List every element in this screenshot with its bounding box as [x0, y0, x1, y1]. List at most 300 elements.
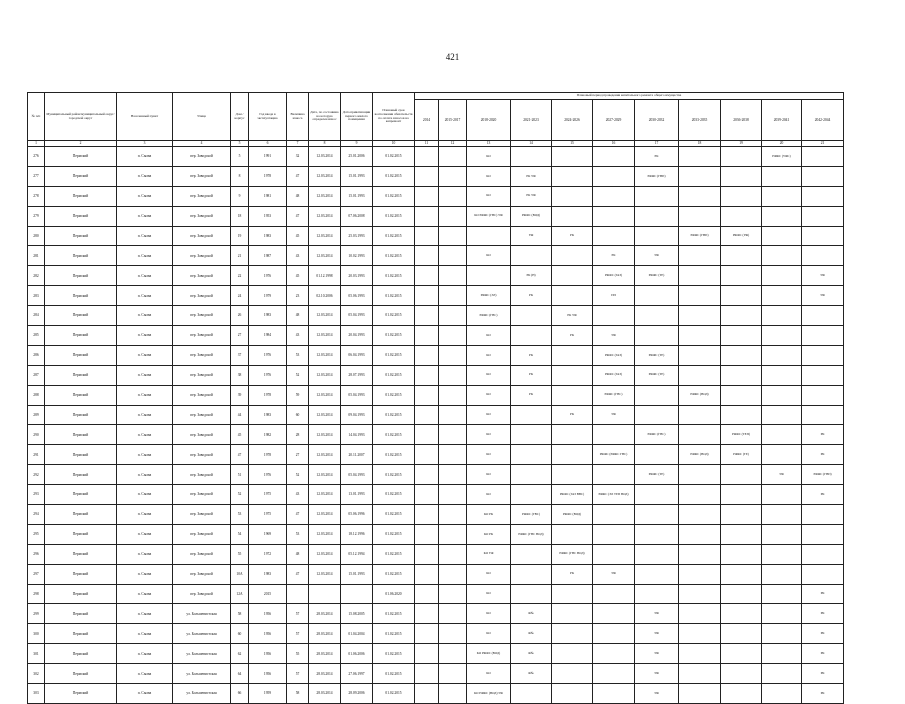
plan-cell	[415, 326, 439, 346]
period-header: 2036-2038	[721, 100, 762, 141]
row-number: 303	[28, 684, 45, 704]
row-number: 297	[28, 564, 45, 584]
plan-cell	[762, 564, 802, 584]
plan-cell	[762, 664, 802, 684]
street-cell: пер. Заводской	[173, 206, 231, 226]
row-number: 292	[28, 465, 45, 485]
plan-cell	[415, 166, 439, 186]
column-number: 21	[802, 141, 844, 147]
settlement-cell: п. Сылва	[117, 206, 173, 226]
row-number: 283	[28, 286, 45, 306]
row-number: 286	[28, 345, 45, 365]
settlement-cell: п. Сылва	[117, 326, 173, 346]
plan-cell: РК	[511, 345, 552, 365]
year-cell: 1956	[249, 624, 287, 644]
house-cell: 44	[231, 405, 249, 425]
plan-cell: УФ	[762, 465, 802, 485]
plan-cell	[762, 246, 802, 266]
plan-cell	[802, 226, 844, 246]
plan-cell	[762, 544, 802, 564]
house-cell: 10А	[231, 564, 249, 584]
plan-cell	[721, 684, 762, 704]
plan-cell	[679, 345, 721, 365]
settlement-cell: п. Сылва	[117, 644, 173, 664]
row-number: 290	[28, 425, 45, 445]
district-cell: Пермский	[45, 604, 117, 624]
table-row	[28, 266, 844, 286]
deadline-cell: 01.02.2015	[373, 365, 415, 385]
plan-cell	[415, 345, 439, 365]
plan-cell: РК УФ	[511, 166, 552, 186]
plan-cell	[762, 485, 802, 505]
plan-cell	[762, 186, 802, 206]
table-row	[28, 186, 844, 206]
street-cell: пер. Заводской	[173, 147, 231, 167]
plan-cell: РФФС (ВОД)	[511, 206, 552, 226]
street-cell: ул. Большевистская	[173, 644, 231, 664]
plan-cell	[635, 226, 679, 246]
table-row	[28, 345, 844, 365]
table-row	[28, 664, 844, 684]
row-number: 285	[28, 326, 45, 346]
privatization-cell: 18.12.1996	[341, 524, 373, 544]
wear-cell: 58	[287, 684, 309, 704]
street-cell: пер. Заводской	[173, 246, 231, 266]
table-row	[28, 544, 844, 564]
plan-cell: РФФС (ВОД)	[679, 385, 721, 405]
house-cell: 39	[231, 385, 249, 405]
plan-cell	[721, 147, 762, 167]
plan-cell	[439, 564, 467, 584]
plan-cell	[439, 246, 467, 266]
plan-cell: КО	[467, 345, 511, 365]
wear-date-cell: 02.10.2006	[309, 286, 341, 306]
col-street-header: Улица	[173, 93, 231, 141]
house-cell: 60	[231, 624, 249, 644]
wear-cell: 47	[287, 166, 309, 186]
plan-cell: РФФС (ГВП)	[635, 166, 679, 186]
wear-cell: 52	[287, 365, 309, 385]
plan-cell	[721, 485, 762, 505]
plan-cell: РК (Н)	[511, 266, 552, 286]
plan-cell	[415, 246, 439, 266]
privatization-cell: 10.02.1993	[341, 246, 373, 266]
col-num-header: № п/п	[28, 93, 45, 141]
plan-cell: РФФС (ВОД)	[679, 445, 721, 465]
plan-cell	[593, 544, 635, 564]
house-cell: 38	[231, 365, 249, 385]
plan-cell	[593, 147, 635, 167]
row-number: 298	[28, 584, 45, 604]
plan-cell	[552, 624, 593, 644]
plan-cell	[679, 166, 721, 186]
plan-cell	[415, 365, 439, 385]
year-cell: 1983	[249, 306, 287, 326]
deadline-cell: 01.02.2015	[373, 505, 415, 525]
plan-cell	[721, 166, 762, 186]
row-number: 277	[28, 166, 45, 186]
privatization-cell: 07.06.2008	[341, 206, 373, 226]
plan-cell	[762, 505, 802, 525]
plan-cell	[679, 286, 721, 306]
plan-cell	[593, 306, 635, 326]
deadline-cell: 01.02.2015	[373, 564, 415, 584]
plan-cell: РФФС (УФС)	[762, 147, 802, 167]
wear-cell: 47	[287, 505, 309, 525]
plan-cell	[762, 385, 802, 405]
deadline-cell: 01.02.2015	[373, 664, 415, 684]
year-cell: 1976	[249, 266, 287, 286]
house-cell: 37	[231, 345, 249, 365]
row-number: 300	[28, 624, 45, 644]
street-cell: пер. Заводской	[173, 564, 231, 584]
house-cell: 66	[231, 684, 249, 704]
plan-cell: РФФС (ГВП)	[802, 465, 844, 485]
table-row	[28, 624, 844, 644]
privatization-cell: 05.04.1993	[341, 385, 373, 405]
table-row	[28, 524, 844, 544]
year-cell: 1956	[249, 644, 287, 664]
plan-cell	[721, 266, 762, 286]
plan-cell: РК	[552, 226, 593, 246]
house-cell: 64	[231, 664, 249, 684]
house-cell: 5	[231, 147, 249, 167]
plan-cell: КО	[467, 147, 511, 167]
plan-cell	[552, 445, 593, 465]
street-cell: пер. Заводской	[173, 365, 231, 385]
plan-cell	[762, 206, 802, 226]
plan-cell	[415, 147, 439, 167]
year-cell: 1972	[249, 544, 287, 564]
district-cell: Пермский	[45, 286, 117, 306]
plan-cell	[511, 147, 552, 167]
plan-cell	[552, 604, 593, 624]
privatization-cell: 20.11.2007	[341, 445, 373, 465]
plan-cell	[721, 664, 762, 684]
privatization-cell: 06.04.1993	[341, 345, 373, 365]
plan-cell	[439, 405, 467, 425]
plan-cell	[802, 385, 844, 405]
plan-cell	[593, 166, 635, 186]
plan-cell	[415, 664, 439, 684]
plan-cell	[762, 684, 802, 704]
wear-cell: 27	[287, 445, 309, 465]
wear-cell: 28	[287, 425, 309, 445]
plan-cell	[415, 385, 439, 405]
column-number: 20	[762, 141, 802, 147]
column-number: 9	[341, 141, 373, 147]
year-cell: 1969	[249, 524, 287, 544]
plan-cell	[511, 564, 552, 584]
house-cell: 51	[231, 465, 249, 485]
wear-date-cell: 28.03.2014	[309, 644, 341, 664]
district-cell: Пермский	[45, 246, 117, 266]
house-cell: 26	[231, 306, 249, 326]
wear-cell: 48	[287, 186, 309, 206]
deadline-cell: 01.02.2015	[373, 306, 415, 326]
wear-date-cell: 01.12.1998	[309, 266, 341, 286]
plan-cell	[415, 405, 439, 425]
table-row	[28, 604, 844, 624]
street-cell: пер. Заводской	[173, 226, 231, 246]
row-number: 287	[28, 365, 45, 385]
street-cell: пер. Заводской	[173, 524, 231, 544]
plan-cell: РФФС (ГВС)	[467, 306, 511, 326]
plan-cell	[802, 186, 844, 206]
plan-cell	[802, 544, 844, 564]
wear-date-cell: 12.03.2014	[309, 485, 341, 505]
plan-cell: УФ	[635, 246, 679, 266]
plan-cell: РК	[552, 326, 593, 346]
plan-cell	[415, 485, 439, 505]
privatization-cell: 25.03.1993	[341, 226, 373, 246]
table-row	[28, 445, 844, 465]
plan-cell	[802, 306, 844, 326]
privatization-cell: 05.04.1993	[341, 306, 373, 326]
plan-cell: РФФС (ГАЗ)	[593, 266, 635, 286]
plan-cell	[762, 584, 802, 604]
year-cell: 1953	[249, 206, 287, 226]
house-cell: 62	[231, 644, 249, 664]
street-cell: ул. Большевистская	[173, 684, 231, 704]
plan-cell: РФФС (ТЕ)	[635, 266, 679, 286]
privatization-cell: 01.06.2006	[341, 644, 373, 664]
year-cell: 1983	[249, 564, 287, 584]
plan-cell: УФ	[635, 684, 679, 704]
year-cell: 1975	[249, 505, 287, 525]
plan-cell	[721, 564, 762, 584]
street-cell: пер. Заводской	[173, 166, 231, 186]
plan-cell: РК	[511, 385, 552, 405]
privatization-cell: 15.01.1993	[341, 166, 373, 186]
district-cell: Пермский	[45, 186, 117, 206]
wear-cell: 43	[287, 246, 309, 266]
wear-date-cell: 28.03.2014	[309, 624, 341, 644]
col-district-header: Муниципальный район/муниципальный округ/городской округ	[45, 93, 117, 141]
plan-cell	[679, 365, 721, 385]
plan-cell: КО	[467, 624, 511, 644]
plan-cell	[552, 465, 593, 485]
plan-cell	[552, 524, 593, 544]
plan-cell	[762, 286, 802, 306]
plan-cell	[721, 385, 762, 405]
plan-cell	[439, 604, 467, 624]
privatization-cell: 20.03.1993	[341, 266, 373, 286]
district-cell: Пермский	[45, 584, 117, 604]
column-number: 6	[249, 141, 287, 147]
plan-cell: РФФС (УФ)	[721, 226, 762, 246]
plan-cell	[593, 425, 635, 445]
plan-cell: РФФС (ГАЗ ВВС)	[552, 485, 593, 505]
settlement-cell: п. Сылва	[117, 584, 173, 604]
column-number: 15	[552, 141, 593, 147]
plan-cell	[593, 604, 635, 624]
plan-cell: РК	[552, 564, 593, 584]
column-number: 7	[287, 141, 309, 147]
district-cell: Пермский	[45, 564, 117, 584]
settlement-cell: п. Сылва	[117, 425, 173, 445]
district-cell: Пермский	[45, 684, 117, 704]
wear-cell	[287, 584, 309, 604]
plan-cell	[439, 226, 467, 246]
plan-cell	[762, 405, 802, 425]
plan-cell: РФФС (ГВП)	[679, 226, 721, 246]
plan-cell: РФФС (ГВС)	[635, 425, 679, 445]
plan-cell	[439, 425, 467, 445]
plan-cell	[552, 206, 593, 226]
plan-cell	[552, 684, 593, 704]
plan-cell: РФФС (ЭЛ ТЕП ВОД)	[593, 485, 635, 505]
plan-cell	[802, 564, 844, 584]
plan-cell	[552, 186, 593, 206]
plan-cell: КО	[467, 564, 511, 584]
plan-cell	[721, 524, 762, 544]
column-number: 18	[679, 141, 721, 147]
plan-cell: РК УФ	[511, 186, 552, 206]
col-deadline-header: Плановый срок восполнения обязательств по оплате взносов на капремонт	[373, 93, 415, 141]
plan-cell	[802, 405, 844, 425]
district-cell: Пермский	[45, 425, 117, 445]
table-row	[28, 465, 844, 485]
year-cell: 1978	[249, 445, 287, 465]
plan-cell	[439, 644, 467, 664]
plan-cell	[439, 445, 467, 465]
plan-cell	[679, 684, 721, 704]
column-number: 1	[28, 141, 45, 147]
plan-cell: Ф№	[511, 644, 552, 664]
plan-cell	[415, 584, 439, 604]
row-number: 293	[28, 485, 45, 505]
wear-cell: 47	[287, 206, 309, 226]
plan-cell	[679, 326, 721, 346]
plan-cell	[511, 326, 552, 346]
privatization-cell: 15.01.1993	[341, 564, 373, 584]
plan-cell	[721, 246, 762, 266]
deadline-cell: 01.02.2015	[373, 345, 415, 365]
plan-cell	[439, 147, 467, 167]
table-row	[28, 485, 844, 505]
deadline-cell: 01.02.2015	[373, 624, 415, 644]
plan-cell	[802, 524, 844, 544]
plan-cell	[593, 624, 635, 644]
table-row	[28, 405, 844, 425]
plan-cell	[762, 266, 802, 286]
plan-cell: РФФС (ТЕ)	[635, 365, 679, 385]
deadline-cell: 01.02.2015	[373, 226, 415, 246]
deadline-cell: 01.02.2015	[373, 684, 415, 704]
house-cell: 52	[231, 485, 249, 505]
plan-cell	[415, 266, 439, 286]
plan-cell: РФФС (ЭЛ)	[467, 286, 511, 306]
col-year-header: Год ввода в эксплуатацию	[249, 93, 287, 141]
deadline-cell: 01.02.2015	[373, 186, 415, 206]
plan-cell: РК	[802, 664, 844, 684]
column-number: 13	[467, 141, 511, 147]
wear-date-cell: 12.03.2014	[309, 206, 341, 226]
settlement-cell: п. Сылва	[117, 524, 173, 544]
year-cell: 1982	[249, 425, 287, 445]
plan-cell	[415, 505, 439, 525]
settlement-cell: п. Сылва	[117, 286, 173, 306]
plan-cell	[721, 206, 762, 226]
plan-cell: РФФС (ГВС ВОД)	[511, 524, 552, 544]
plan-cell	[762, 604, 802, 624]
plan-cell	[439, 584, 467, 604]
wear-date-cell: 12.03.2014	[309, 147, 341, 167]
plan-cell	[721, 365, 762, 385]
plan-cell: КО	[467, 405, 511, 425]
row-number: 278	[28, 186, 45, 206]
plan-cell	[679, 405, 721, 425]
deadline-cell: 01.02.2015	[373, 524, 415, 544]
plan-cell	[762, 345, 802, 365]
wear-date-cell: 12.03.2014	[309, 445, 341, 465]
plan-cell	[679, 624, 721, 644]
wear-cell: 48	[287, 306, 309, 326]
capital-repair-table	[27, 92, 843, 704]
plan-cell	[593, 505, 635, 525]
year-cell: 1984	[249, 326, 287, 346]
col-wear-header: Величина износа	[287, 93, 309, 141]
plan-cell	[679, 186, 721, 206]
district-cell: Пермский	[45, 465, 117, 485]
wear-date-cell	[309, 584, 341, 604]
plan-cell: РФФС (РФФС ГВС)	[593, 445, 635, 465]
year-cell: 1976	[249, 365, 287, 385]
plan-cell	[635, 584, 679, 604]
plan-cell	[511, 544, 552, 564]
plan-cell	[439, 365, 467, 385]
deadline-cell: 01.06.2020	[373, 584, 415, 604]
table-row	[28, 306, 844, 326]
row-number: 276	[28, 147, 45, 167]
deadline-cell: 01.02.2015	[373, 147, 415, 167]
year-cell: 1976	[249, 345, 287, 365]
house-cell: 19	[231, 226, 249, 246]
district-cell: Пермский	[45, 644, 117, 664]
row-number: 282	[28, 266, 45, 286]
house-cell: 18	[231, 206, 249, 226]
plan-cell	[439, 345, 467, 365]
plan-cell	[415, 604, 439, 624]
plan-cell: РК	[802, 425, 844, 445]
settlement-cell: п. Сылва	[117, 306, 173, 326]
wear-date-cell: 12.03.2014	[309, 166, 341, 186]
plan-cell	[415, 306, 439, 326]
plan-cell: УФ	[511, 226, 552, 246]
col-house-header: Дом / корпус	[231, 93, 249, 141]
privatization-cell: 01.04.2004	[341, 624, 373, 644]
deadline-cell: 01.02.2015	[373, 286, 415, 306]
plan-cell: РК	[802, 684, 844, 704]
wear-date-cell: 12.03.2014	[309, 365, 341, 385]
privatization-cell: 13.01.1993	[341, 485, 373, 505]
plan-cell	[552, 584, 593, 604]
plan-cell: РФФС (ГАЗ)	[593, 345, 635, 365]
plan-cell	[679, 246, 721, 266]
street-cell: пер. Заводской	[173, 544, 231, 564]
plan-cell	[439, 206, 467, 226]
house-cell: 55	[231, 544, 249, 564]
page-number: 421	[445, 52, 460, 62]
district-cell: Пермский	[45, 544, 117, 564]
plan-cell	[439, 544, 467, 564]
plan-cell	[439, 485, 467, 505]
plan-cell: РК	[511, 365, 552, 385]
plan-cell	[552, 385, 593, 405]
deadline-cell: 01.02.2015	[373, 485, 415, 505]
plan-cell	[439, 505, 467, 525]
